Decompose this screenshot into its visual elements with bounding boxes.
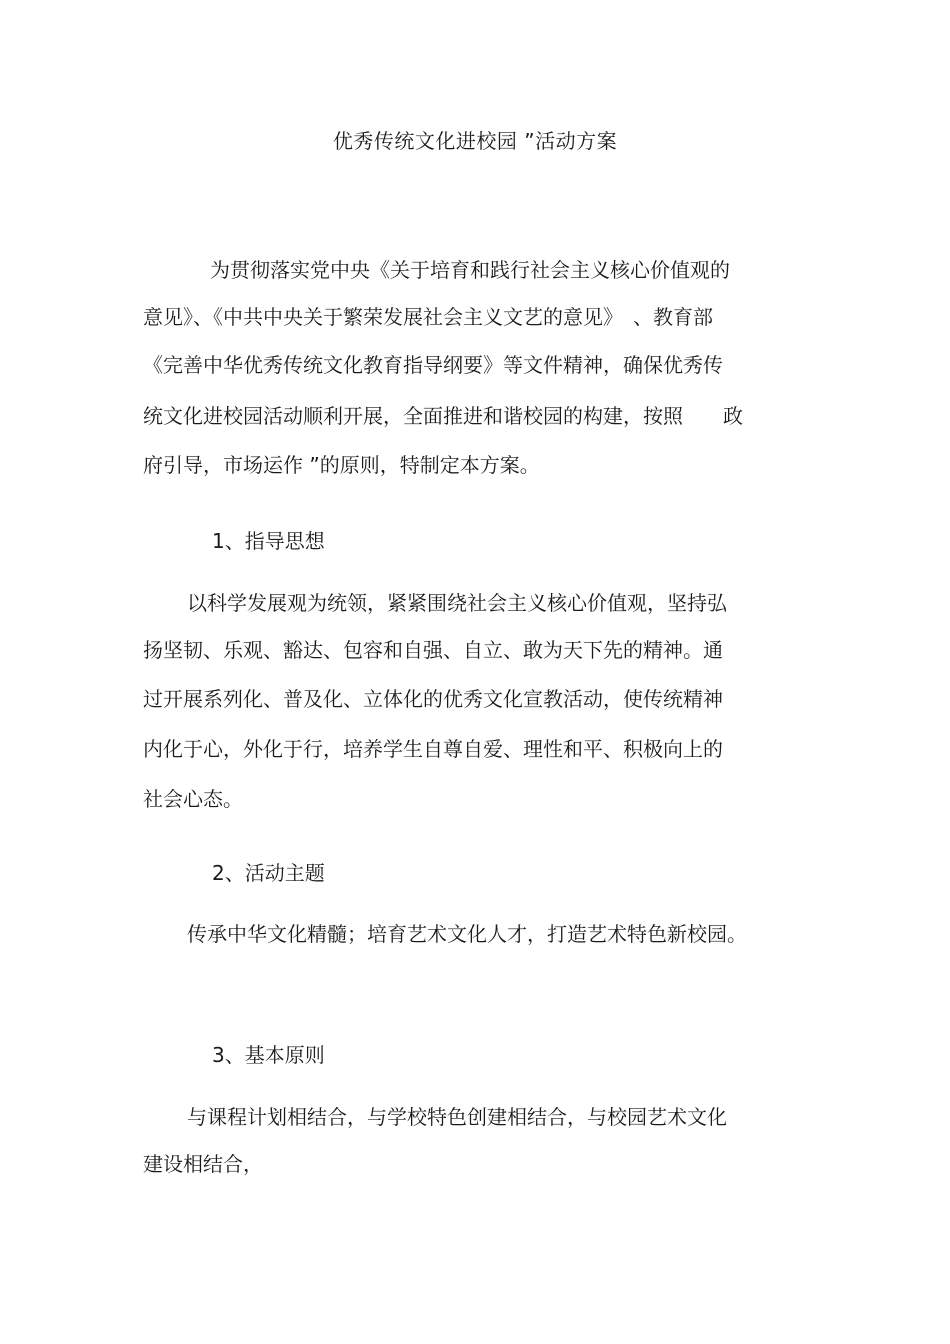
intro-line-1: 为贯彻落实党中央《关于培育和践行社会主义核心价值观的 [210,258,730,282]
intro-line-3: 《完善中华优秀传统文化教育指导纲要》等文件精神，确保优秀传 [143,353,723,377]
section3-line-2: 建设相结合， [143,1152,263,1176]
document-title: 优秀传统文化进校园 ”活动方案 [332,129,618,153]
section1-line-4: 内化于心，外化于行，培养学生自尊自爱、理性和平、积极向上的 [143,737,723,761]
intro-line-5: 府引导，市场运作 ”的原则，特制定本方案。 [143,453,540,477]
section1-line-1: 以科学发展观为统领，紧紧围绕社会主义核心价值观，坚持弘 [187,591,727,615]
section1-line-3: 过开展系列化、普及化、立体化的优秀文化宣教活动，使传统精神 [143,687,723,711]
section3-heading: 3、基本原则 [212,1043,325,1067]
intro-line-2: 意见》、《中共中央关于繁荣发展社会主义文艺的意见》 、教育部 [143,305,713,329]
section2-line-1: 传承中华文化精髓；培育艺术文化人才，打造艺术特色新校园。 [187,922,747,946]
section1-line-2: 扬坚韧、乐观、豁达、包容和自强、自立、敢为天下先的精神。通 [143,638,723,662]
section1-heading: 1、指导思想 [212,529,325,553]
section1-line-5: 社会心态。 [143,787,243,811]
section2-heading: 2、活动主题 [212,861,325,885]
intro-line-4: 统文化进校园活动顺利开展，全面推进和谐校园的构建，按照 政 [143,404,743,428]
section3-line-1: 与课程计划相结合，与学校特色创建相结合，与校园艺术文化 [187,1105,727,1129]
